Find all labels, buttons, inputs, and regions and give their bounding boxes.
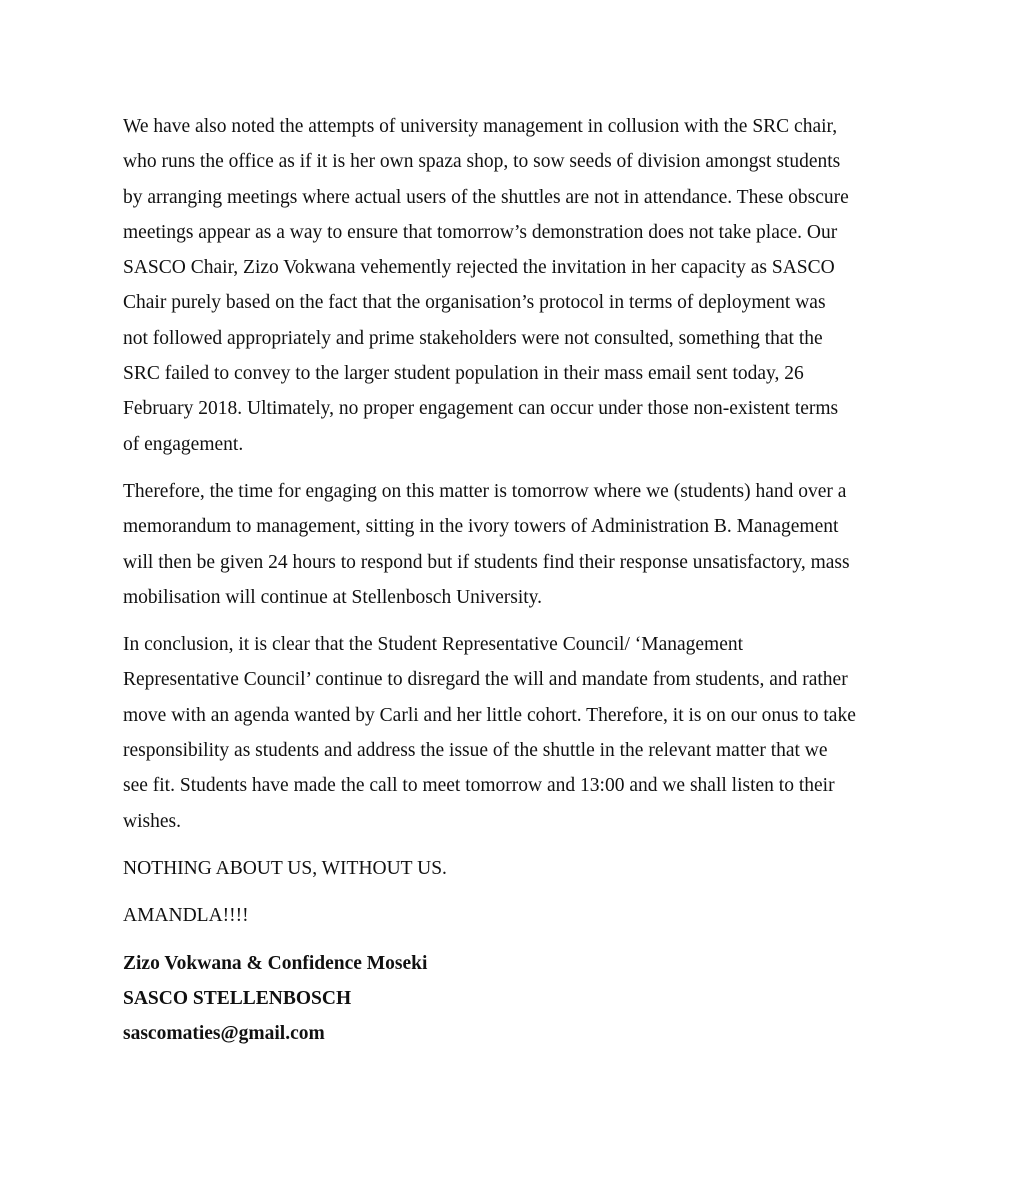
text-line: of engagement. — [123, 433, 244, 455]
paragraph-management-collusion — [123, 109, 893, 462]
text-line: SRC failed to convey to the larger student population in their mass email sent today, 26 — [123, 363, 804, 385]
text-line: Therefore, the time for engaging on this matter is tomorrow where we (students) hand over a — [123, 480, 847, 502]
text-line: wishes. — [123, 810, 181, 832]
text-line: see fit. Students have made the call to meet tomorrow and 13:00 and we shall listen to their — [123, 775, 835, 797]
slogan-amandla: AMANDLA!!!! — [123, 905, 249, 927]
text-line: memorandum to management, sitting in the ivory towers of Administration B. Management — [123, 516, 839, 538]
text-line: move with an agenda wanted by Carli and her little cohort. Therefore, it is on our onus to take — [123, 704, 856, 726]
text-line: Chair purely based on the fact that the organisation’s protocol in terms of deployment was — [123, 292, 826, 314]
organisation-name: SASCO STELLENBOSCH — [123, 987, 352, 1009]
text-line: who runs the office as if it is her own spaza shop, to sow seeds of division amongst students — [123, 151, 841, 173]
text-line: Representative Council’ continue to disregard the will and mandate from students, and rather — [123, 669, 848, 691]
paragraph-conclusion — [123, 627, 893, 839]
paragraph-memorandum — [123, 474, 893, 615]
signatory-names: Zizo Vokwana & Confidence Moseki — [123, 952, 428, 974]
text-line: by arranging meetings where actual users of the shuttles are not in attendance. These obscure — [123, 186, 849, 208]
text-line: meetings appear as a way to ensure that tomorrow’s demonstration does not take place. Our — [123, 221, 838, 243]
text-line: not followed appropriately and prime stakeholders were not consulted, something that the — [123, 327, 823, 349]
text-line: will then be given 24 hours to respond but if students find their response unsatisfactory, mass — [123, 551, 850, 573]
text-line: February 2018. Ultimately, no proper engagement can occur under those non-existent terms — [123, 398, 839, 420]
letter-body — [123, 109, 893, 1051]
text-line: mobilisation will continue at Stellenbosch University. — [123, 586, 543, 608]
signature-block — [123, 946, 893, 1052]
text-line: responsibility as students and address the issue of the shuttle in the relevant matter that we — [123, 740, 828, 762]
contact-email: sascomaties@gmail.com — [123, 1023, 325, 1045]
text-line: We have also noted the attempts of university management in collusion with the SRC chair, — [123, 116, 838, 137]
text-line: SASCO Chair, Zizo Vokwana vehemently rejected the invitation in her capacity as SASCO — [123, 257, 835, 279]
text-line: In conclusion, it is clear that the Student Representative Council/ ‘Management — [123, 634, 744, 656]
slogan-nothing-about-us: NOTHING ABOUT US, WITHOUT US. — [123, 857, 447, 879]
